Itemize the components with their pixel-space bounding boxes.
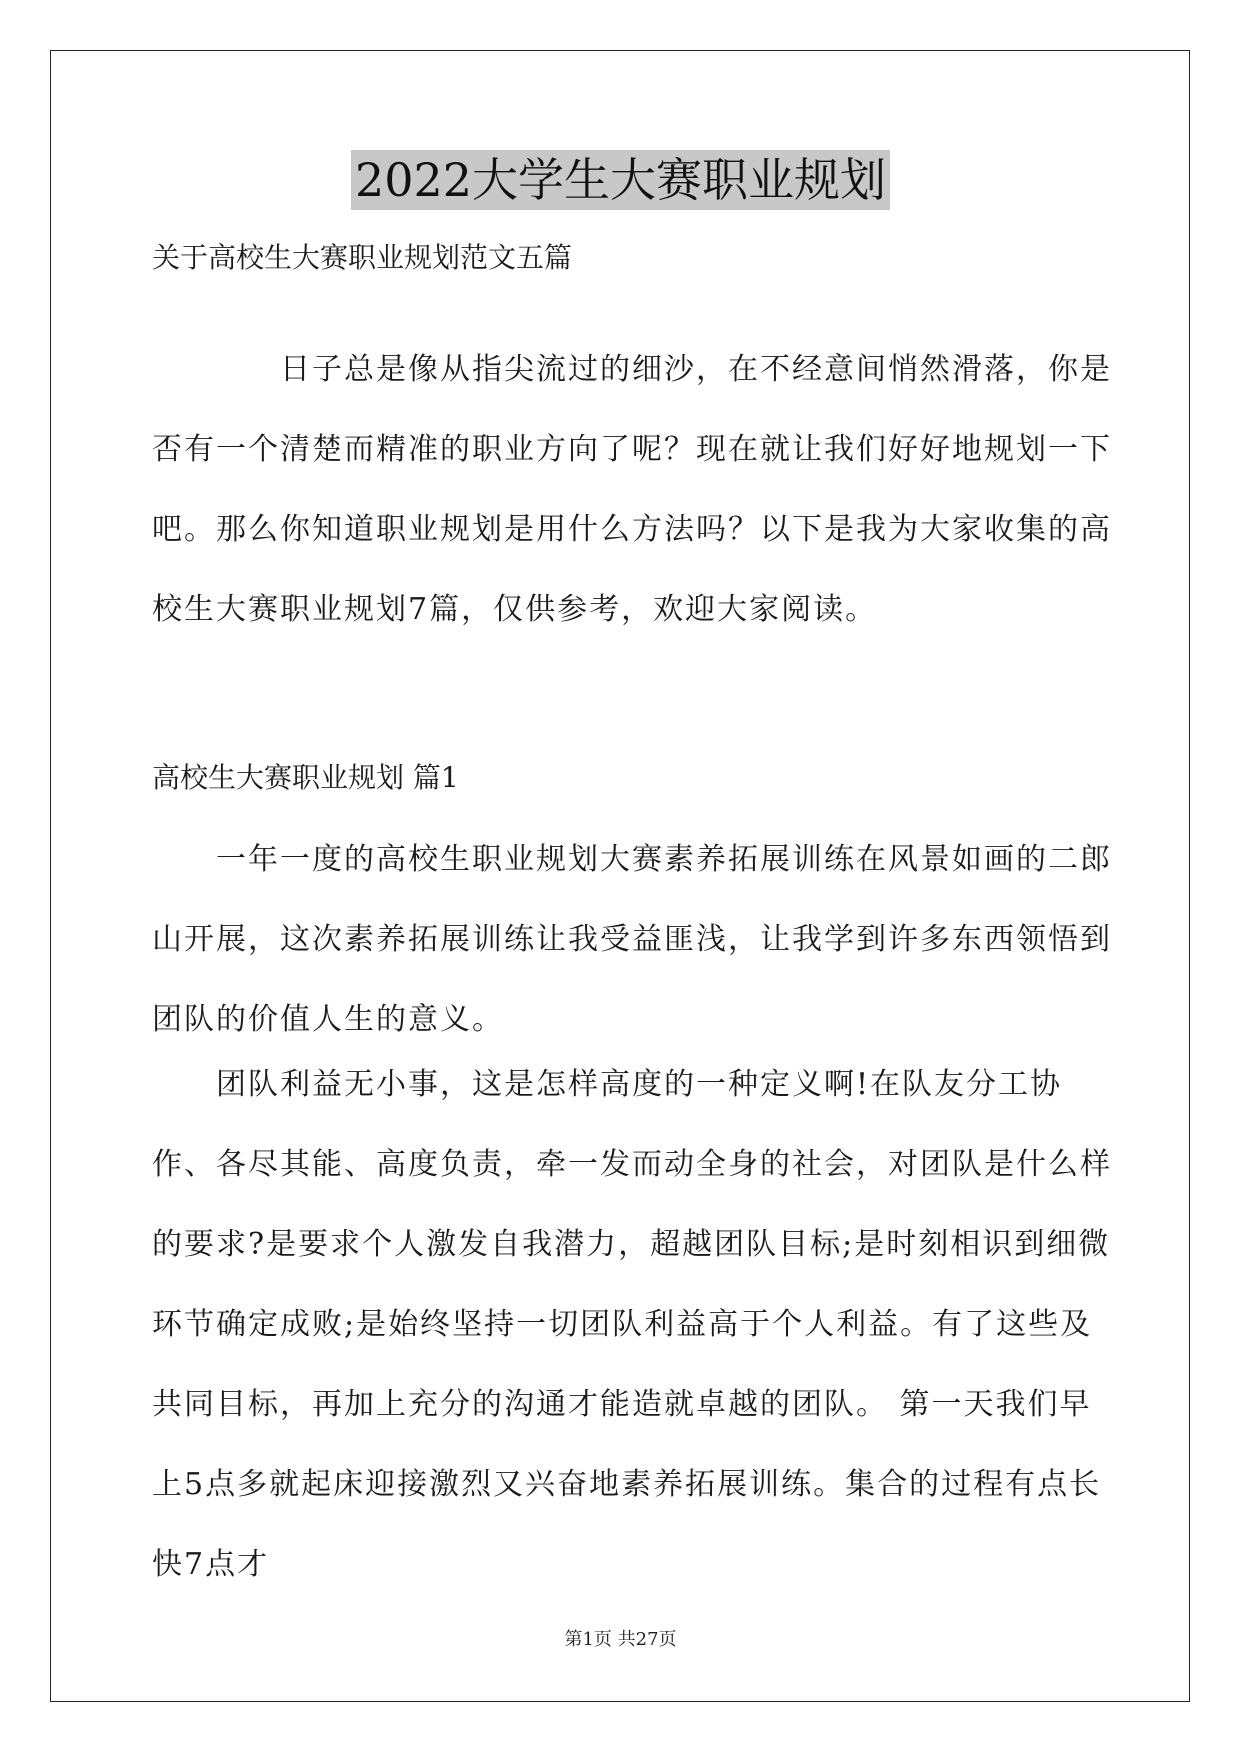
- title-container: [0, 150, 1241, 210]
- page-footer: 第1页 共27页: [564, 1629, 677, 1650]
- section-heading: 高校生大赛职业规划 篇1: [152, 761, 459, 794]
- document-subtitle: 关于高校生大赛职业规划范文五篇: [152, 241, 573, 274]
- body-paragraph-2: 团队利益无小事，这是怎样高度的一种定义啊!在队友分工协作、各尽其能、高度负责，牵一发而动全身的社会，对团队是什么样的要求?是要求个人激发自我潜力，超越团队目标;是时刻相识到细微环节确定成败;是始终坚持一切团队利益高于个人利益。有了这些及共同目标，再加上充分的沟通才能造就卓越的团队。 第一天我们早上5点多就起床迎接激烈又兴奋地素养拓展训练。集合的过程有点长快7点才: [152, 1067, 1112, 1582]
- intro-paragraph: 日子总是像从指尖流过的细沙，在不经意间悄然滑落，你是否有一个清楚而精准的职业方向了呢？现在就让我们好好地规划一下吧。那么你知道职业规划是用什么方法吗？以下是我为大家收集的高校生大赛职业规划7篇，仅供参考，欢迎大家阅读。: [152, 352, 1112, 627]
- body-paragraph-1: 一年一度的高校生职业规划大赛素养拓展训练在风景如画的二郎山开展，这次素养拓展训练让我受益匪浅，让我学到许多东西领悟到团队的价值人生的意义。: [152, 842, 1112, 1037]
- document-title: 2022大学生大赛职业规划: [351, 150, 890, 210]
